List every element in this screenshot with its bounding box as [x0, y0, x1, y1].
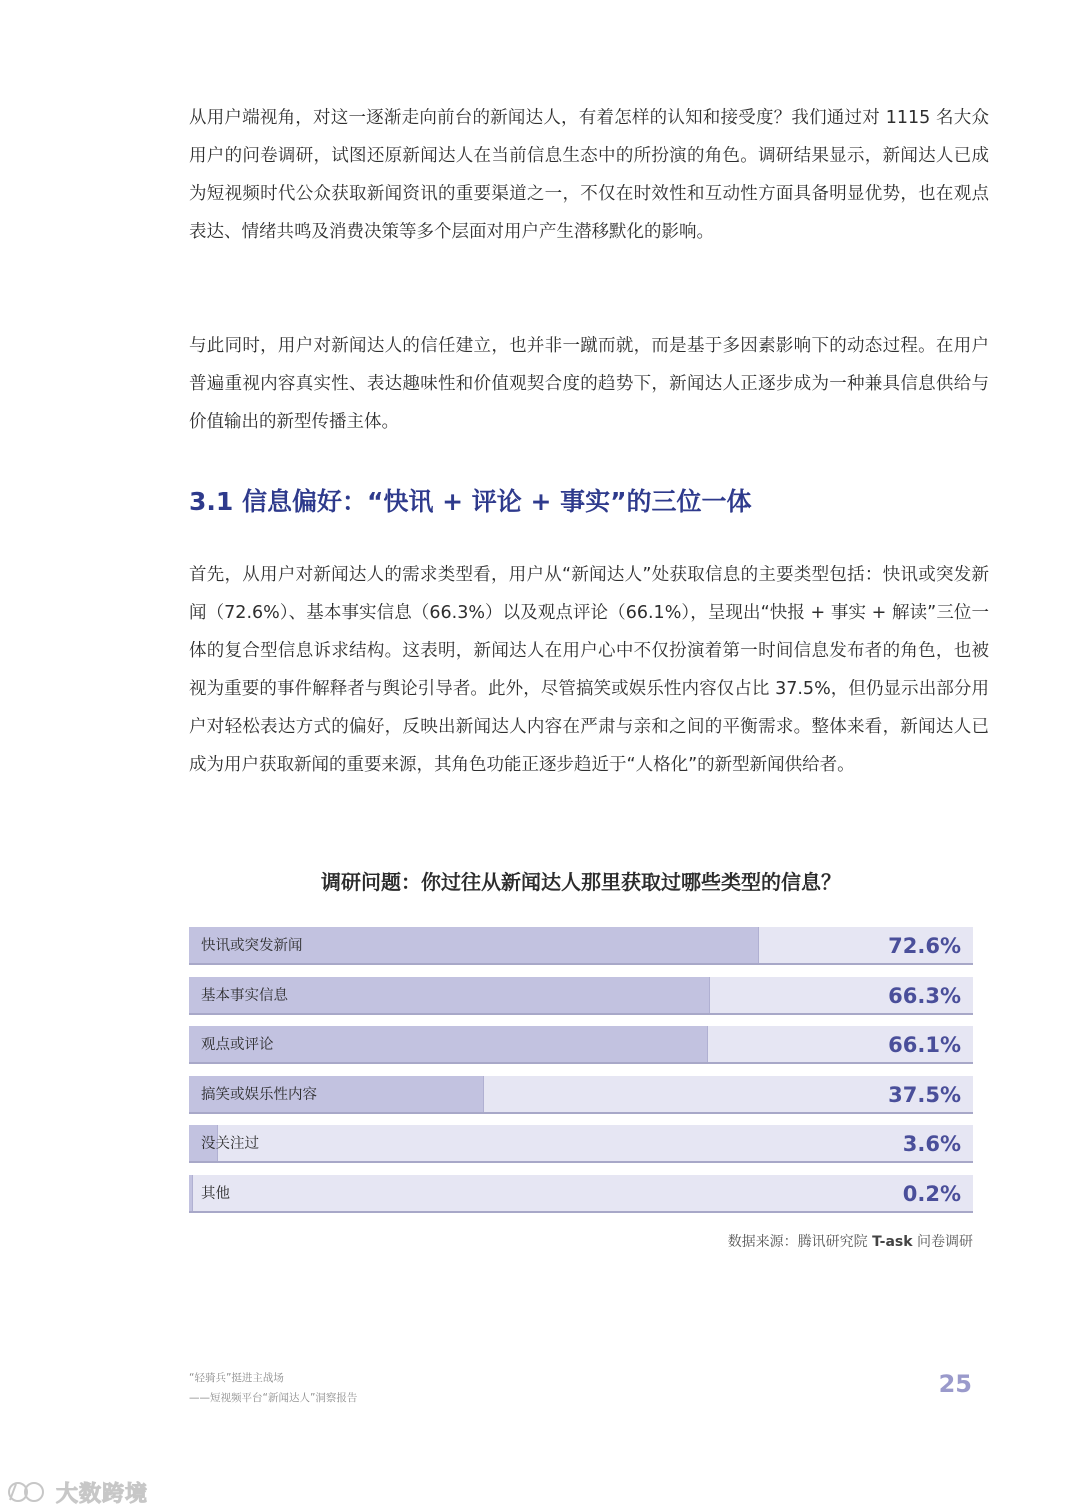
- source-suffix: 问卷调研: [912, 1234, 973, 1250]
- bar-label: 观点或评论: [201, 1037, 274, 1054]
- bar-row: [189, 1175, 973, 1213]
- page-number: 25: [938, 1370, 972, 1398]
- bar-value-label: 72.6%: [888, 934, 961, 958]
- data-source: [728, 1231, 973, 1251]
- section-heading: 3.1 信息偏好：“快讯 + 评论 + 事实”的三位一体: [189, 487, 752, 516]
- bar-value-label: 37.5%: [888, 1082, 961, 1107]
- bar-row: [189, 927, 973, 965]
- analysis-paragraph: 首先，从用户对新闻达人的需求类型看，用户从“新闻达人”处获取信息的主要类型包括：快讯或突发新闻（72.6%）、基本事实信息（66.3%）以及观点评论（66.1%），呈现出“快报 + 事实 + 解读”三位一体的复合型信息诉求结构。这表明，新闻达人在用户心中不仅扮演着第一时间信息发布者的角色，也被视为重要的事件解释者与舆论引导者。此外，尽管搞笑或娱乐性内容仅占比 37.5%，但仍显示出部分用户对轻松表达方式的偏好，反映出新闻达人内容在严肃与亲和之间的平衡需求。整体来看，新闻达人已成为用户获取新闻的重要来源，其角色功能正逐步趋近于“人格化”的新型新闻供给者。: [189, 565, 989, 775]
- bar-row: [189, 977, 973, 1015]
- chart-title: 调研问题：你过往从新闻达人那里获取过哪些类型的信息？: [321, 870, 841, 894]
- watermark: [6, 1476, 148, 1508]
- footer-report-title: “轻骑兵”挺进主战场: [189, 1372, 284, 1384]
- bar-label: 其他: [201, 1186, 230, 1202]
- watermark-text: 大数跨境: [56, 1481, 149, 1507]
- bar-label: 搞笑或娱乐性内容: [201, 1086, 317, 1103]
- bar-row: [189, 1125, 973, 1163]
- bar-row: [189, 1076, 973, 1114]
- bar-value-label: 66.1%: [888, 1033, 961, 1058]
- bar-fill: [189, 1175, 193, 1211]
- bar-value-label: 3.6%: [902, 1132, 961, 1157]
- bar-value-label: 0.2%: [902, 1182, 961, 1206]
- bar-label: 快讯或突发新闻: [201, 938, 303, 954]
- source-brand: T-ask: [872, 1234, 913, 1250]
- bar-row: [189, 1026, 973, 1064]
- source-prefix: 数据来源：腾讯研究院: [727, 1234, 873, 1250]
- intro-paragraph-2: 与此同时，用户对新闻达人的信任建立，也并非一蹴而就，而是基于多因素影响下的动态过程。在用户普遍重视内容真实性、表达趣味性和价值观契合度的趋势下，新闻达人正逐步成为一种兼具信息供给与价值输出的新型传播主体。: [189, 336, 989, 432]
- watermark-logo-icon: [6, 1478, 50, 1506]
- footer-report-subtitle: ——短视频平台“新闻达人”洞察报告: [189, 1392, 358, 1404]
- bar-chart: [189, 927, 973, 1215]
- intro-paragraph-1: 从用户端视角，对这一逐渐走向前台的新闻达人，有着怎样的认知和接受度？我们通过对 1115 名大众用户的问卷调研，试图还原新闻达人在当前信息生态中的所扮演的角色。调研结果显示，新闻达人已成为短视频时代公众获取新闻资讯的重要渠道之一，不仅在时效性和互动性方面具备明显优势，也在观点表达、情绪共鸣及消费决策等多个层面对用户产生潜移默化的影响。: [189, 108, 989, 242]
- bar-label: 没关注过: [201, 1136, 259, 1153]
- bar-value-label: 66.3%: [888, 983, 961, 1008]
- bar-label: 基本事实信息: [201, 987, 288, 1004]
